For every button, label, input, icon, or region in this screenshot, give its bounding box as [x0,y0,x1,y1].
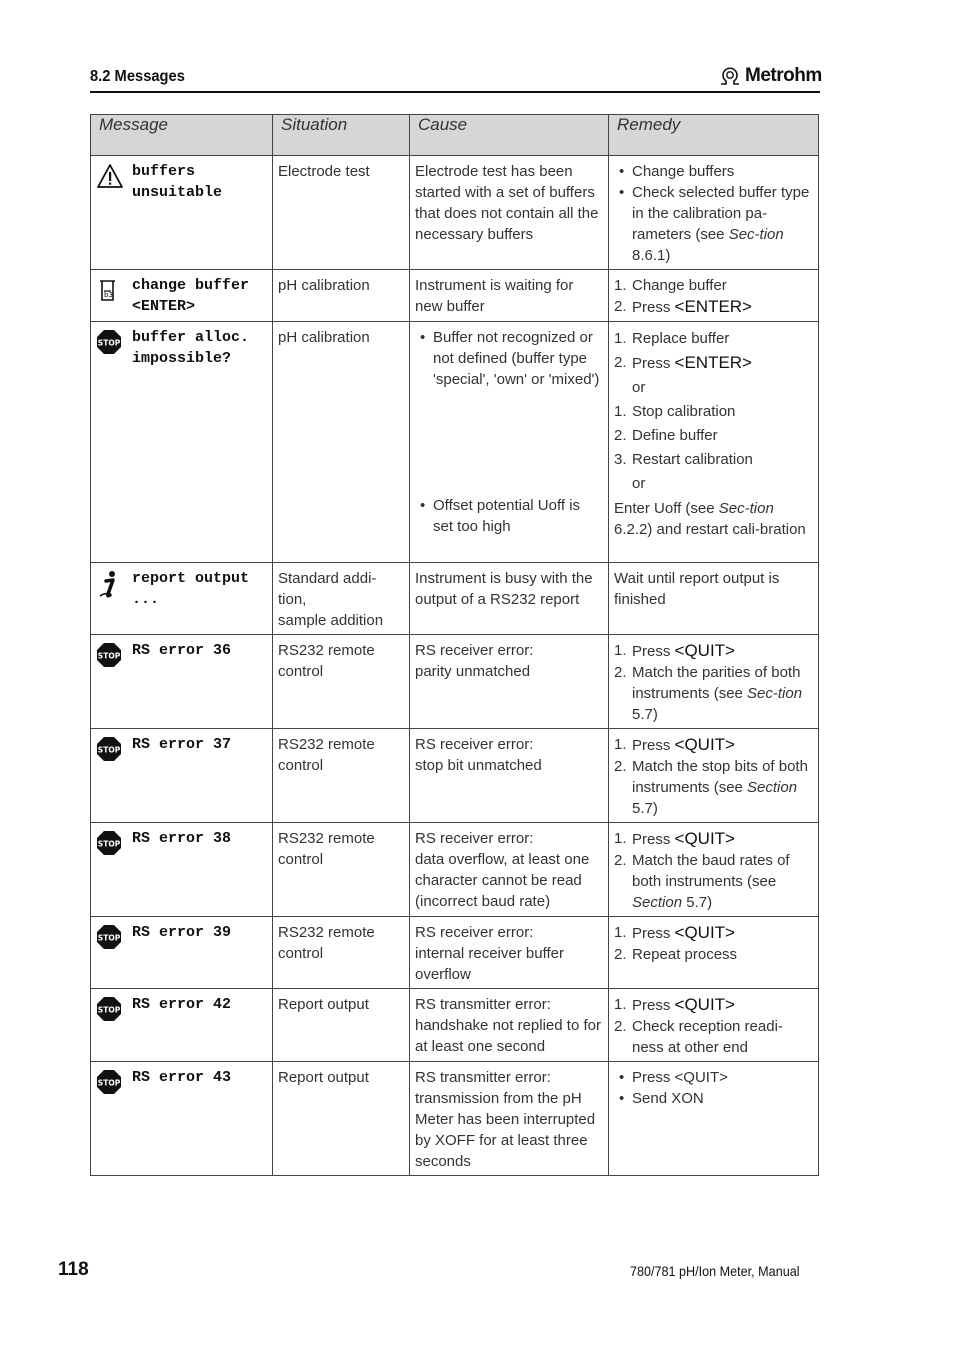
stop-icon [96,830,128,862]
remedy-cell [609,1062,819,1176]
list-item: 2. Match the stop bits of both instruments (see Section 5.7) [614,758,808,817]
list-item: 1. Press <QUIT> [614,995,735,1014]
situation-cell: RS232 remote control [273,823,410,917]
list-item: 1. Stop calibration [614,403,736,420]
stop-icon [96,736,128,768]
remedy-cell [609,989,819,1062]
stop-icon [96,642,128,674]
message-code: buffers unsuitable [132,163,223,201]
list-item: 1. Replace buffer [614,330,730,347]
stop-icon [96,329,128,361]
svg-text:b3: b3 [104,291,113,299]
message-code: report output ... [132,570,250,608]
svg-text:STOP: STOP [97,839,121,849]
cause-cell: RS receiver error: internal receiver buffer overflow [410,917,609,989]
cause-cell: RS transmitter error: handshake not replied to for at least one second [410,989,609,1062]
remedy-text: Enter Uoff (see Sec-tion 6.2.2) and restart cali-bration [614,500,806,538]
cause-cell: Instrument is waiting for new buffer [410,270,609,322]
col-header-message: Message [91,115,273,156]
cause-cell: RS receiver error: parity unmatched [410,635,609,729]
list-item: • Buffer not recognized or not defined (buffer type 'special', 'own' or 'mixed') [415,327,603,495]
message-code: buffer alloc. impossible? [132,329,250,367]
cause-cell: RS receiver error: stop bit unmatched [410,729,609,823]
list-item: • Offset potential Uoff is set too high [415,495,603,537]
list-item: 2. Check reception readi-ness at other end [614,1018,783,1056]
situation-cell: Electrode test [273,156,410,270]
col-header-cause: Cause [410,115,609,156]
page-number: 118 [58,1259,89,1280]
table-row [91,322,819,563]
remedy-cell [609,635,819,729]
remedy-cell [609,729,819,823]
stop-icon [96,924,128,956]
or-label: or [632,475,646,492]
cause-cell: RS transmitter error: transmission from the pH Meter has been interrupted by XOFF for at least three seconds [410,1062,609,1176]
remedy-cell [609,823,819,917]
list-item: 2. Repeat process [614,946,738,963]
stop-icon [96,1069,128,1101]
manual-title: 780/781 pH/Ion Meter, Manual [630,1263,800,1279]
remedy-cell [609,156,819,270]
list-item: 2. Match the parities of both instruments (see Sec-tion 5.7) [614,664,803,723]
table-row [91,823,819,917]
situation-cell: Standard addi-tion, sample addition [273,563,410,635]
list-item: • Change buffers [614,161,813,182]
cause-cell: Electrode test has been started with a set of buffers that does not contain all the necessary buffers [410,156,609,270]
or-label: or [632,379,646,396]
list-item: 1. Change buffer [614,277,727,294]
situation-cell: pH calibration [273,322,410,563]
messages-table [90,114,819,1176]
col-header-remedy: Remedy [609,115,819,156]
table-row [91,1062,819,1176]
cause-cell: Instrument is busy with the output of a RS232 report [410,563,609,635]
list-item: 2. Press <ENTER> [614,297,752,316]
table-row [91,917,819,989]
situation-cell: RS232 remote control [273,729,410,823]
table-row [91,563,819,635]
list-item: 2. Define buffer [614,427,718,444]
table-header-row [91,115,819,156]
remedy-cell [609,322,819,563]
col-header-situation: Situation [273,115,410,156]
situation-cell: Report output [273,1062,410,1176]
message-code: RS error 43 [132,1069,232,1086]
info-icon [96,570,128,606]
situation-cell: RS232 remote control [273,635,410,729]
brand-logo [719,64,822,88]
list-item: 2. Match the baud rates of both instruments (see Section 5.7) [614,852,790,911]
situation-cell: pH calibration [273,270,410,322]
remedy-cell: Wait until report output is finished [609,563,819,635]
section-title: 8.2 Messages [90,68,185,85]
message-code: RS error 38 [132,830,232,847]
svg-text:STOP: STOP [97,933,121,943]
list-item: • Check selected buffer type in the calibration pa-rameters (see Sec-tion 8.6.1) [614,182,813,266]
table-row [91,635,819,729]
remedy-cell [609,270,819,322]
list-item: 3. Restart calibration [614,451,753,468]
svg-text:STOP: STOP [97,745,121,755]
svg-text:STOP: STOP [97,1005,121,1015]
table-row [91,156,819,270]
table-row [91,270,819,322]
header-rule [90,91,820,93]
list-item: 1. Press <QUIT> [614,641,735,660]
list-item: 1. Press <QUIT> [614,923,735,942]
list-item: 2. Press <ENTER> [614,353,752,372]
message-code: change buffer <ENTER> [132,277,250,315]
warning-icon [96,163,128,195]
stop-icon [96,996,128,1028]
cause-cell: RS receiver error: data overflow, at least one character cannot be read (incorrect baud rate) [410,823,609,917]
list-item: • Press <QUIT> [614,1067,813,1088]
list-item: • Send XON [614,1088,813,1109]
svg-text:STOP: STOP [97,651,121,661]
situation-cell: Report output [273,989,410,1062]
beaker-icon [96,277,128,309]
remedy-cell [609,917,819,989]
message-code: RS error 36 [132,642,232,659]
svg-text:STOP: STOP [97,1078,121,1088]
table-row [91,989,819,1062]
message-code: RS error 39 [132,924,232,941]
table-row [91,729,819,823]
situation-cell: RS232 remote control [273,917,410,989]
message-code: RS error 37 [132,736,232,753]
message-code: RS error 42 [132,996,232,1013]
svg-text:STOP: STOP [97,338,121,348]
omega-icon [719,66,741,86]
cause-cell [410,322,609,563]
list-item: 1. Press <QUIT> [614,829,735,848]
brand-name: Metrohm [745,65,822,86]
list-item: 1. Press <QUIT> [614,735,735,754]
